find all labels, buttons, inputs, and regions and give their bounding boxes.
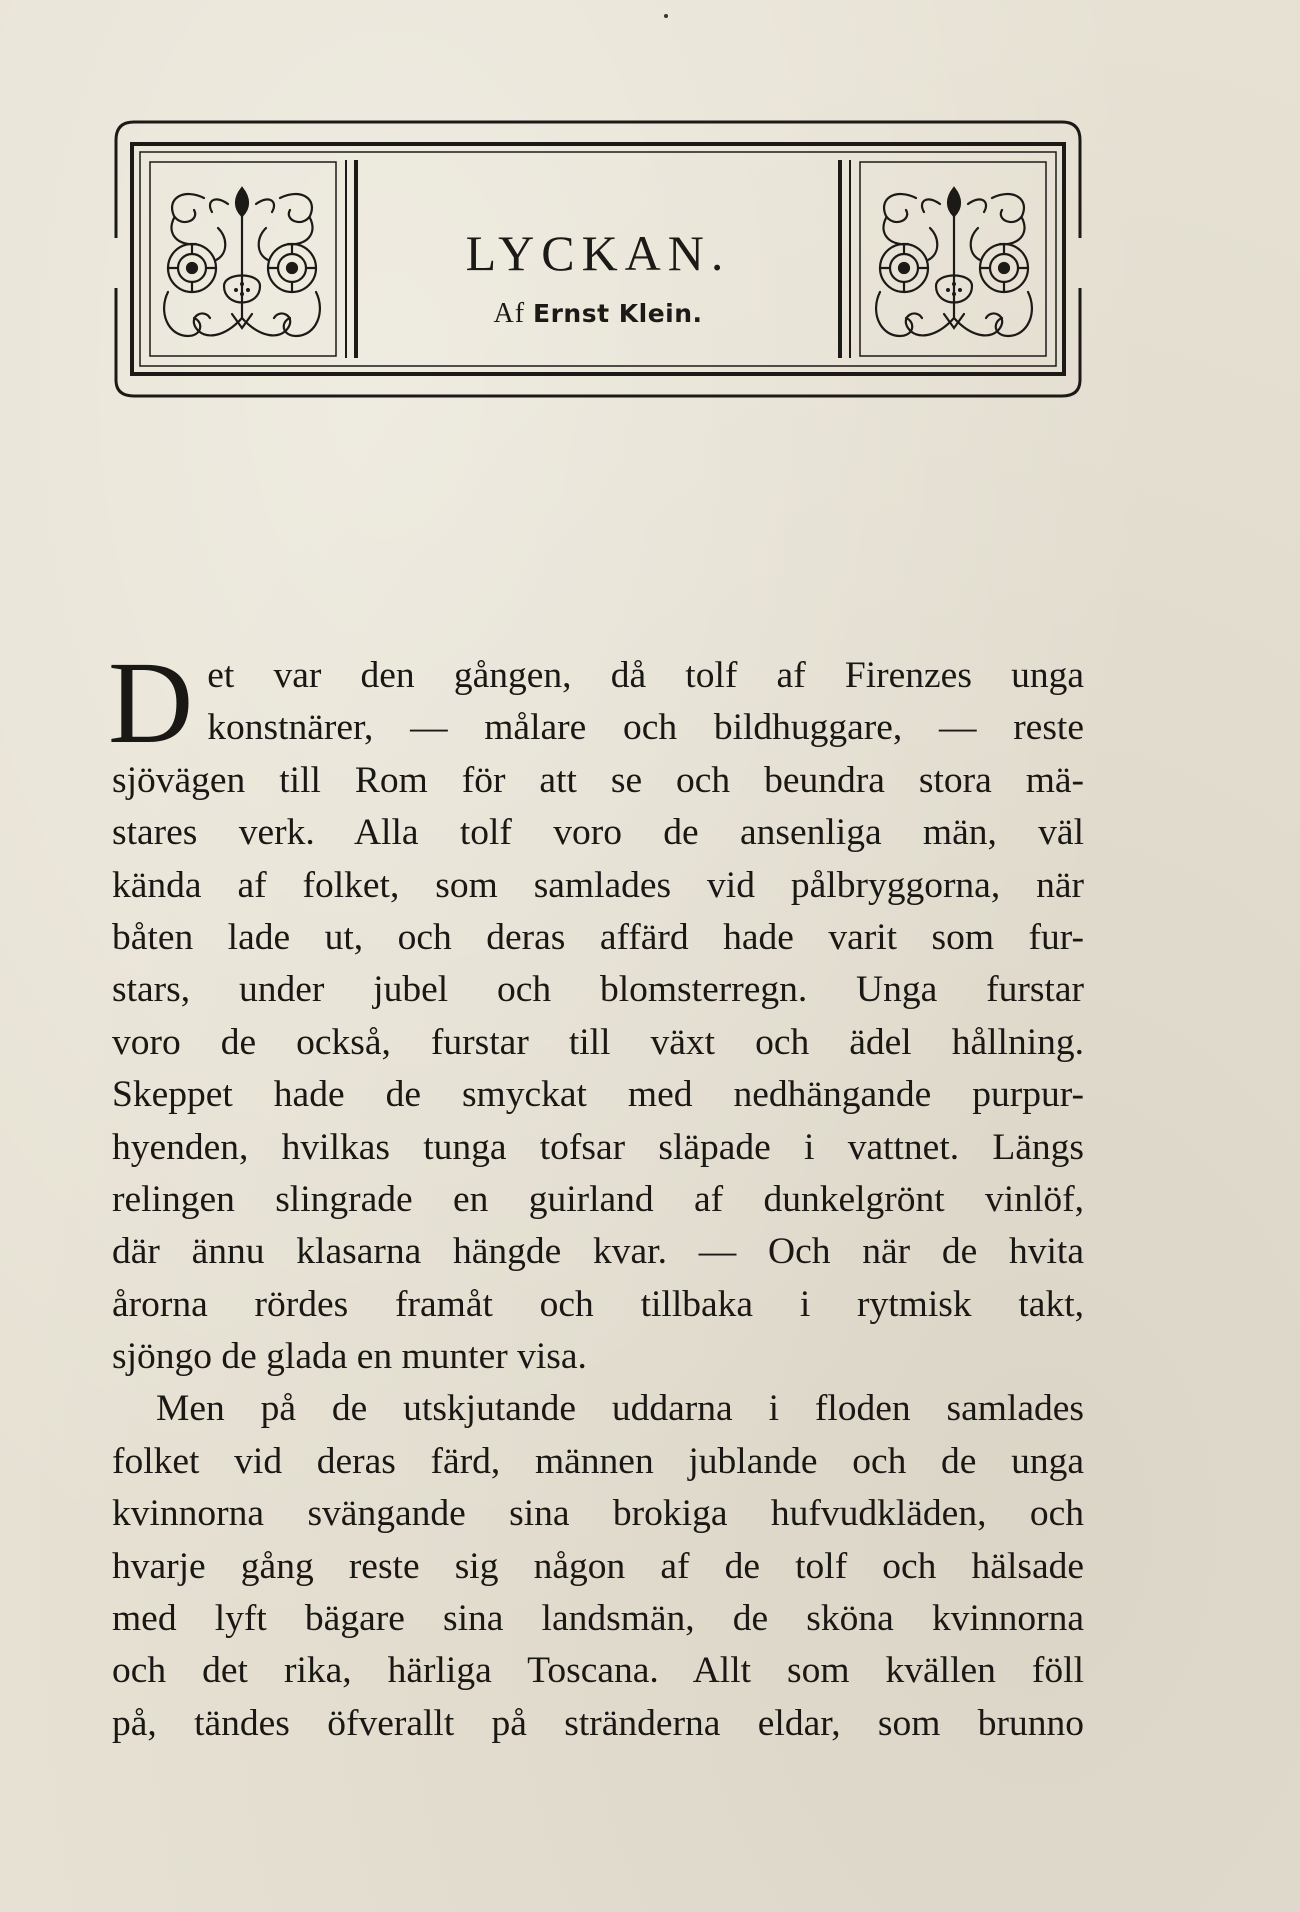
text-line: kvinnorna svängande sina brokiga hufvudkläden, och xyxy=(112,1493,1084,1535)
text-line: stares verk. Alla tolf voro de ansenliga män, väl xyxy=(112,812,1084,854)
text-line: et var den gången, då tolf af Firenzes unga xyxy=(207,655,1084,696)
ink-dot xyxy=(664,14,668,18)
title-frame xyxy=(112,118,1084,400)
paragraph-2 xyxy=(112,1383,1084,1750)
text-line: årorna rördes framåt och tillbaka i rytmisk takt, xyxy=(112,1283,1084,1325)
text-line: sjöngo de glada en munter visa. xyxy=(112,1336,587,1378)
text-line: båten lade ut, och deras affärd hade varit som fur- xyxy=(112,916,1084,958)
text-line: på, tändes öfverallt på stränderna eldar, som brunno xyxy=(112,1702,1084,1744)
text-line: med lyft bägare sina landsmän, de sköna kvinnorna xyxy=(112,1598,1084,1640)
text-line: folket vid deras färd, männen jublande och de unga xyxy=(112,1440,1084,1482)
story-body xyxy=(108,637,1084,1750)
text-line: och det rika, härliga Toscana. Allt som kvällen föll xyxy=(112,1650,1084,1692)
text-line: kända af folket, som samlades vid pålbryggorna, när xyxy=(112,864,1084,906)
text-line: där ännu klasarna hängde kvar. — Och när de hvita xyxy=(112,1231,1084,1273)
text-line: sjövägen till Rom för att se och beundra stora mä- xyxy=(112,759,1084,801)
story-title: LYCKAN. xyxy=(465,225,731,281)
paragraph-1 xyxy=(108,637,1084,1383)
ornament-right xyxy=(856,168,1052,354)
floral-ornament-icon xyxy=(144,168,340,354)
text-line: Skeppet hade de smyckat med nedhängande purpur- xyxy=(112,1074,1084,1116)
text-line: Men på de utskjutande uddarna i floden samlades xyxy=(156,1388,1084,1430)
text-line: hyenden, hvilkas tunga tofsar släpade i vattnet. Längs xyxy=(112,1126,1084,1168)
floral-ornament-icon xyxy=(856,168,1052,354)
text-line: relingen slingrade en guirland af dunkelgrönt vinlöf, xyxy=(112,1178,1084,1220)
text-line: stars, under jubel och blomsterregn. Unga furstar xyxy=(112,969,1084,1011)
drop-cap: D xyxy=(108,637,194,768)
byline-prefix: Af xyxy=(493,298,526,329)
text-line: hvarje gång reste sig någon af de tolf och hälsade xyxy=(112,1545,1084,1587)
byline xyxy=(352,300,844,328)
ornament-left xyxy=(144,168,340,354)
title-block xyxy=(352,168,844,354)
text-line: voro de också, furstar till växt och ädel hållning. xyxy=(112,1021,1084,1063)
text-line: konstnärer, — målare och bildhuggare, — reste xyxy=(207,707,1084,749)
byline-author: Ernst Klein. xyxy=(533,299,703,328)
